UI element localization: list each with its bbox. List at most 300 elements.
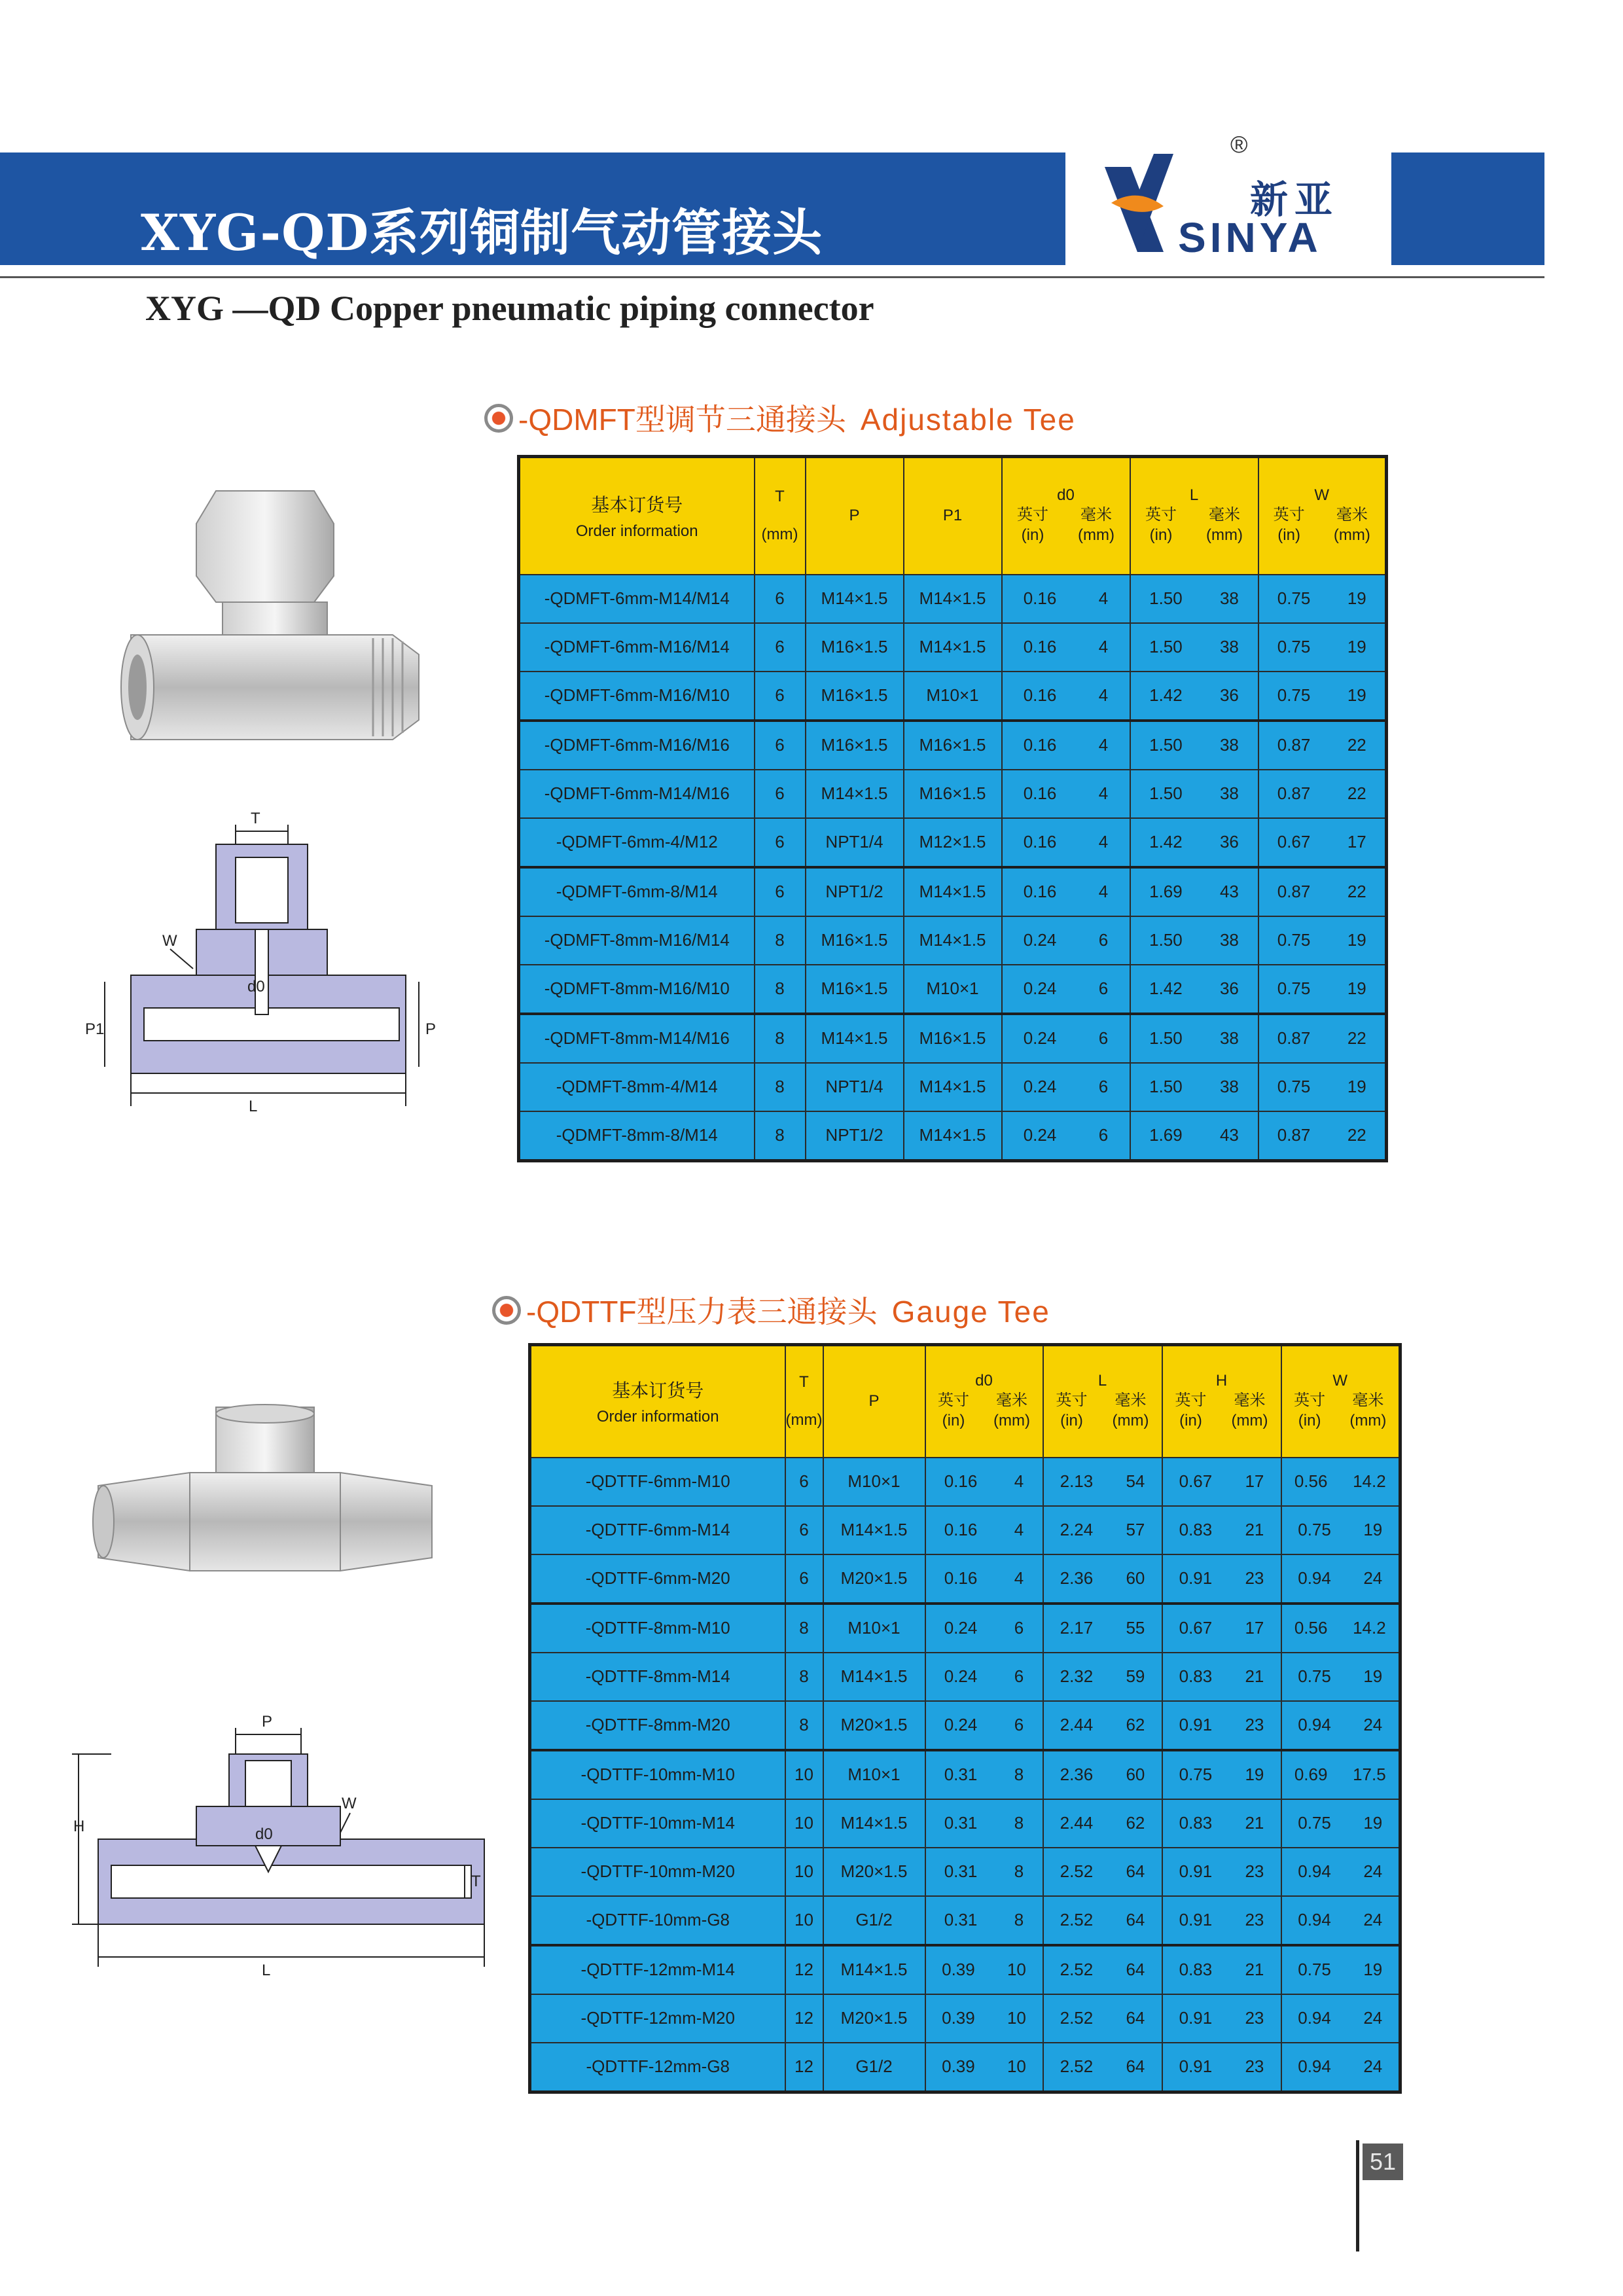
value-mm: 36: [1219, 978, 1239, 998]
value-mm: 6: [1098, 1125, 1109, 1145]
dimension-cell: [1258, 1014, 1387, 1063]
value-mm: 62: [1126, 1813, 1145, 1833]
value-mm: 21: [1245, 1666, 1264, 1686]
section-heading-en: Gauge Tee: [891, 1295, 1050, 1329]
value-mm: 24: [1363, 1568, 1383, 1588]
table-cell: 8: [755, 1063, 806, 1111]
value-inch: 0.83: [1179, 1666, 1213, 1686]
value-mm: 19: [1245, 1765, 1264, 1784]
table-cell: M16×1.5: [904, 721, 1002, 770]
value-mm: 59: [1126, 1666, 1145, 1686]
table-cell: 8: [785, 1604, 823, 1653]
value-mm: 6: [1098, 1077, 1109, 1096]
value-inch: 0.16: [1023, 735, 1057, 755]
table-cell: 6: [755, 867, 806, 916]
value-inch: 1.42: [1149, 832, 1183, 852]
value-inch: 1.42: [1149, 685, 1183, 705]
table-cell: M16×1.5: [806, 672, 904, 721]
order-code-cell: -QDTTF-12mm-M14: [530, 1945, 785, 1994]
table-row: [519, 770, 1387, 818]
page-number-bar: [1356, 2140, 1359, 2251]
dimension-cell: [1258, 916, 1387, 965]
order-code-cell: -QDTTF-6mm-M14: [530, 1506, 785, 1554]
dimension-cell: [925, 1750, 1043, 1799]
table-row: [519, 623, 1387, 672]
drawing-label-d0: d0: [255, 1825, 273, 1843]
brand-name-en: SINYA: [1178, 214, 1322, 261]
value-inch: 2.52: [1060, 2008, 1094, 2028]
value-inch: 0.75: [1277, 685, 1311, 705]
adjustable-tee-drawing: [85, 812, 452, 1126]
gauge-tee-drawing: [59, 1713, 481, 1979]
table-cell: 6: [785, 1506, 823, 1554]
dimension-cell: [1162, 1701, 1281, 1750]
order-code-cell: -QDTTF-8mm-M20: [530, 1701, 785, 1750]
dimension-cell: [1281, 1701, 1400, 1750]
value-inch: 0.91: [1179, 1861, 1213, 1881]
header-divider: [0, 276, 1544, 278]
value-mm: 6: [1098, 930, 1109, 950]
table-cell: M16×1.5: [806, 721, 904, 770]
dimension-cell: [1258, 623, 1387, 672]
col-header-l: L 英寸 (in) 毫米 (mm): [1043, 1345, 1162, 1458]
dimension-cell: [1002, 575, 1130, 623]
order-code-cell: -QDMFT-8mm-8/M14: [519, 1111, 755, 1161]
drawing-label-h: H: [73, 1818, 85, 1835]
value-mm: 4: [1098, 637, 1109, 656]
order-code-cell: -QDMFT-8mm-M16/M14: [519, 916, 755, 965]
value-inch: 2.36: [1060, 1765, 1094, 1784]
value-inch: 0.31: [944, 1765, 978, 1784]
bullet-icon: [492, 1296, 521, 1325]
dimension-cell: [1043, 1653, 1162, 1701]
dimension-cell: [1162, 1994, 1281, 2043]
section-heading-adjustable-tee: [484, 396, 1076, 439]
sinya-logo-icon: [1092, 141, 1177, 265]
value-mm: 23: [1245, 1568, 1264, 1588]
value-mm: 43: [1219, 1125, 1239, 1145]
value-mm: 38: [1219, 1028, 1239, 1048]
table-row: [530, 1458, 1400, 1506]
value-mm: 38: [1219, 588, 1239, 608]
value-mm: 17.5: [1353, 1765, 1386, 1784]
value-mm: 55: [1126, 1618, 1145, 1638]
table-cell: M14×1.5: [806, 770, 904, 818]
page-title: XYG-QD系列铜制气动管接头: [141, 204, 823, 262]
value-mm: 4: [1014, 1568, 1024, 1588]
value-inch: 2.52: [1060, 2056, 1094, 2076]
dimension-cell: [1162, 1554, 1281, 1604]
value-inch: 1.50: [1149, 1028, 1183, 1048]
dimension-cell: [1130, 965, 1258, 1014]
value-inch: 0.24: [1023, 930, 1057, 950]
value-mm: 17: [1245, 1618, 1264, 1638]
value-inch: 2.44: [1060, 1813, 1094, 1833]
dimension-cell: [1258, 672, 1387, 721]
dimension-cell: [1281, 1750, 1400, 1799]
order-code-cell: -QDTTF-6mm-M10: [530, 1458, 785, 1506]
order-code-cell: -QDTTF-8mm-M10: [530, 1604, 785, 1653]
dimension-cell: [1043, 1750, 1162, 1799]
value-mm: 23: [1245, 1715, 1264, 1734]
dimension-cell: [1043, 1848, 1162, 1896]
order-code-cell: -QDMFT-6mm-M16/M14: [519, 623, 755, 672]
col-header-t: T (mm): [755, 457, 806, 575]
drawing-label-p1: P1: [85, 1020, 105, 1038]
dimension-cell: [1162, 1945, 1281, 1994]
value-inch: 0.91: [1179, 2008, 1213, 2028]
dimension-cell: [925, 2043, 1043, 2092]
drawing-label-l: L: [249, 1098, 258, 1115]
dimension-cell: [1043, 1994, 1162, 2043]
value-inch: 2.36: [1060, 1568, 1094, 1588]
value-mm: 36: [1219, 832, 1239, 852]
value-mm: 64: [1126, 2008, 1145, 2028]
value-inch: 1.50: [1149, 1077, 1183, 1096]
table-cell: M16×1.5: [806, 623, 904, 672]
value-inch: 0.87: [1277, 783, 1311, 803]
value-inch: 0.75: [1298, 1666, 1331, 1686]
dimension-cell: [1258, 770, 1387, 818]
table-cell: 8: [755, 916, 806, 965]
value-inch: 0.24: [1023, 978, 1057, 998]
dimension-cell: [1002, 770, 1130, 818]
dimension-cell: [1043, 1799, 1162, 1848]
dimension-cell: [1162, 1896, 1281, 1945]
table-cell: 6: [785, 1458, 823, 1506]
value-inch: 0.31: [944, 1813, 978, 1833]
value-mm: 64: [1126, 1910, 1145, 1929]
table-cell: M16×1.5: [806, 916, 904, 965]
table-cell: 10: [785, 1799, 823, 1848]
table-cell: M16×1.5: [806, 965, 904, 1014]
table-cell: M14×1.5: [823, 1799, 925, 1848]
value-inch: 0.16: [1023, 882, 1057, 901]
drawing-label-w: W: [162, 932, 177, 950]
value-mm: 10: [1007, 2056, 1026, 2076]
value-inch: 0.75: [1298, 1520, 1331, 1539]
value-inch: 0.83: [1179, 1813, 1213, 1833]
value-inch: 0.24: [1023, 1077, 1057, 1096]
value-mm: 62: [1126, 1715, 1145, 1734]
value-mm: 57: [1126, 1520, 1145, 1539]
value-mm: 6: [1014, 1618, 1024, 1638]
order-code-cell: -QDMFT-6mm-4/M12: [519, 818, 755, 867]
value-inch: 0.87: [1277, 1028, 1311, 1048]
dimension-cell: [1043, 1604, 1162, 1653]
value-inch: 0.67: [1179, 1618, 1213, 1638]
value-inch: 0.67: [1179, 1471, 1213, 1491]
table-cell: M14×1.5: [823, 1506, 925, 1554]
value-inch: 0.91: [1179, 2056, 1213, 2076]
value-mm: 19: [1363, 1813, 1383, 1833]
dimension-cell: [1130, 867, 1258, 916]
table-cell: 12: [785, 2043, 823, 2092]
value-mm: 24: [1363, 1910, 1383, 1929]
dimension-cell: [1281, 1506, 1400, 1554]
dimension-cell: [925, 1604, 1043, 1653]
table-cell: M12×1.5: [904, 818, 1002, 867]
value-inch: 0.87: [1277, 1125, 1311, 1145]
gauge-tee-photo: [92, 1401, 445, 1610]
col-header-d0: d0 英寸 (in) 毫米 (mm): [925, 1345, 1043, 1458]
dimension-cell: [925, 1799, 1043, 1848]
dimension-cell: [925, 1554, 1043, 1604]
col-header-p: P: [823, 1345, 925, 1458]
table-row: [519, 721, 1387, 770]
value-mm: 8: [1014, 1813, 1024, 1833]
value-inch: 0.24: [1023, 1028, 1057, 1048]
value-inch: 0.56: [1294, 1618, 1328, 1638]
table-row: [530, 1604, 1400, 1653]
value-mm: 38: [1219, 1077, 1239, 1096]
dimension-cell: [1130, 1063, 1258, 1111]
col-header-h: H 英寸 (in) 毫米 (mm): [1162, 1345, 1281, 1458]
dimension-cell: [1281, 2043, 1400, 2092]
registered-mark: ®: [1230, 131, 1248, 158]
drawing-label-t: T: [251, 810, 260, 827]
page-number: 51: [1363, 2144, 1403, 2180]
value-inch: 2.52: [1060, 1910, 1094, 1929]
value-inch: 0.24: [944, 1666, 978, 1686]
dimension-cell: [1162, 1458, 1281, 1506]
table-cell: 10: [785, 1848, 823, 1896]
value-inch: 0.94: [1298, 1910, 1331, 1929]
dimension-cell: [1043, 1554, 1162, 1604]
table-cell: 8: [755, 965, 806, 1014]
table-cell: M14×1.5: [904, 623, 1002, 672]
bullet-icon: [484, 404, 513, 433]
order-code-cell: -QDMFT-6mm-8/M14: [519, 867, 755, 916]
drawing-label-d0: d0: [247, 978, 265, 996]
table-cell: M14×1.5: [904, 867, 1002, 916]
col-header-order: 基本订货号 Order information: [519, 457, 755, 575]
table-cell: M14×1.5: [904, 1111, 1002, 1161]
value-mm: 36: [1219, 685, 1239, 705]
value-mm: 22: [1347, 882, 1366, 901]
dimension-cell: [1162, 1653, 1281, 1701]
table-row: [519, 818, 1387, 867]
dimension-cell: [925, 1994, 1043, 2043]
value-inch: 0.94: [1298, 2008, 1331, 2028]
value-mm: 19: [1363, 1666, 1383, 1686]
value-mm: 24: [1363, 1861, 1383, 1881]
value-inch: 1.50: [1149, 783, 1183, 803]
table-cell: 6: [755, 575, 806, 623]
order-code-cell: -QDMFT-6mm-M14/M16: [519, 770, 755, 818]
value-mm: 21: [1245, 1813, 1264, 1833]
adjustable-tee-photo: [118, 478, 432, 766]
value-mm: 6: [1014, 1715, 1024, 1734]
table-cell: 6: [755, 818, 806, 867]
value-mm: 8: [1014, 1910, 1024, 1929]
col-header-p: P: [806, 457, 904, 575]
value-inch: 2.32: [1060, 1666, 1094, 1686]
dimension-cell: [1281, 1799, 1400, 1848]
value-inch: 0.16: [944, 1568, 978, 1588]
value-mm: 4: [1098, 588, 1109, 608]
value-mm: 19: [1347, 588, 1366, 608]
table-row: [530, 1848, 1400, 1896]
table-row: [530, 1653, 1400, 1701]
dimension-cell: [1258, 965, 1387, 1014]
spec-table-adjustable-tee: [517, 455, 1388, 1162]
dimension-cell: [1281, 1848, 1400, 1896]
value-mm: 8: [1014, 1861, 1024, 1881]
value-mm: 64: [1126, 1960, 1145, 1979]
table-row: [530, 1506, 1400, 1554]
dimension-cell: [925, 1506, 1043, 1554]
value-mm: 6: [1098, 1028, 1109, 1048]
table-row: [519, 965, 1387, 1014]
value-inch: 0.31: [944, 1861, 978, 1881]
dimension-cell: [1130, 916, 1258, 965]
table-cell: NPT1/4: [806, 818, 904, 867]
value-mm: 4: [1098, 685, 1109, 705]
value-inch: 0.24: [944, 1715, 978, 1734]
table-cell: 6: [785, 1554, 823, 1604]
value-inch: 0.94: [1298, 1715, 1331, 1734]
table-cell: M14×1.5: [904, 575, 1002, 623]
value-inch: 0.75: [1277, 978, 1311, 998]
table-cell: M14×1.5: [806, 575, 904, 623]
dimension-cell: [1130, 721, 1258, 770]
value-mm: 8: [1014, 1765, 1024, 1784]
table-row: [519, 1063, 1387, 1111]
value-inch: 0.75: [1277, 637, 1311, 656]
value-inch: 0.16: [944, 1520, 978, 1539]
table-cell: M10×1: [823, 1458, 925, 1506]
value-inch: 2.13: [1060, 1471, 1094, 1491]
dimension-cell: [1281, 1994, 1400, 2043]
table-row: [530, 1701, 1400, 1750]
value-mm: 6: [1014, 1666, 1024, 1686]
section-heading-cn: -QDTTF型压力表三通接头: [526, 1295, 878, 1329]
value-mm: 43: [1219, 882, 1239, 901]
page-subtitle: XYG —QD Copper pneumatic piping connector: [145, 289, 874, 328]
value-inch: 0.39: [942, 2056, 975, 2076]
value-inch: 0.91: [1179, 1568, 1213, 1588]
dimension-cell: [1002, 916, 1130, 965]
value-inch: 0.75: [1298, 1813, 1331, 1833]
col-header-d0: d0 英寸 (in) 毫米 (mm): [1002, 457, 1130, 575]
value-mm: 17: [1347, 832, 1366, 852]
value-inch: 0.87: [1277, 882, 1311, 901]
order-code-cell: -QDTTF-12mm-G8: [530, 2043, 785, 2092]
dimension-cell: [925, 1848, 1043, 1896]
table-cell: NPT1/2: [806, 1111, 904, 1161]
table-cell: 6: [755, 721, 806, 770]
value-mm: 4: [1098, 783, 1109, 803]
table-cell: 12: [785, 1994, 823, 2043]
value-inch: 0.31: [944, 1910, 978, 1929]
dimension-cell: [1002, 721, 1130, 770]
table-cell: NPT1/4: [806, 1063, 904, 1111]
order-code-cell: -QDTTF-10mm-M20: [530, 1848, 785, 1896]
dimension-cell: [1162, 2043, 1281, 2092]
dimension-cell: [1130, 1111, 1258, 1161]
drawing-label-l: L: [262, 1962, 271, 1979]
value-inch: 0.94: [1298, 2056, 1331, 2076]
order-code-cell: -QDTTF-10mm-G8: [530, 1896, 785, 1945]
dimension-cell: [1162, 1604, 1281, 1653]
value-mm: 4: [1098, 832, 1109, 852]
value-mm: 19: [1347, 1077, 1366, 1096]
table-cell: 8: [785, 1701, 823, 1750]
value-mm: 10: [1007, 2008, 1026, 2028]
value-mm: 19: [1347, 637, 1366, 656]
table-row: [519, 1014, 1387, 1063]
value-inch: 0.87: [1277, 735, 1311, 755]
dimension-cell: [1258, 575, 1387, 623]
value-mm: 23: [1245, 1910, 1264, 1929]
table-cell: M14×1.5: [823, 1653, 925, 1701]
dimension-cell: [1043, 1945, 1162, 1994]
dimension-cell: [1281, 1896, 1400, 1945]
table-cell: M14×1.5: [823, 1945, 925, 1994]
table-row: [530, 1994, 1400, 2043]
value-inch: 1.69: [1149, 882, 1183, 901]
value-mm: 23: [1245, 2056, 1264, 2076]
table-cell: 6: [755, 623, 806, 672]
value-mm: 60: [1126, 1568, 1145, 1588]
dimension-cell: [1130, 623, 1258, 672]
dimension-cell: [925, 1458, 1043, 1506]
col-header-p1: P1: [904, 457, 1002, 575]
value-inch: 0.83: [1179, 1960, 1213, 1979]
col-header-l: L 英寸 (in) 毫米 (mm): [1130, 457, 1258, 575]
drawing-label-p: P: [262, 1713, 273, 1731]
order-code-cell: -QDTTF-8mm-M14: [530, 1653, 785, 1701]
value-mm: 38: [1219, 930, 1239, 950]
value-inch: 2.24: [1060, 1520, 1094, 1539]
col-header-w: W 英寸 (in) 毫米 (mm): [1258, 457, 1387, 575]
dimension-cell: [1258, 818, 1387, 867]
table-row: [530, 2043, 1400, 2092]
value-inch: 0.24: [944, 1618, 978, 1638]
value-mm: 4: [1014, 1471, 1024, 1491]
dimension-cell: [1002, 965, 1130, 1014]
table-cell: 10: [785, 1750, 823, 1799]
dimension-cell: [1162, 1506, 1281, 1554]
dimension-cell: [1002, 672, 1130, 721]
value-inch: 0.69: [1294, 1765, 1328, 1784]
value-inch: 0.16: [1023, 588, 1057, 608]
value-mm: 14.2: [1353, 1618, 1386, 1638]
dimension-cell: [1281, 1554, 1400, 1604]
dimension-cell: [1043, 1458, 1162, 1506]
value-mm: 4: [1098, 735, 1109, 755]
value-mm: 22: [1347, 735, 1366, 755]
value-inch: 0.75: [1277, 1077, 1311, 1096]
dimension-cell: [925, 1653, 1043, 1701]
value-inch: 1.50: [1149, 735, 1183, 755]
drawing-label-w: W: [342, 1795, 357, 1812]
dimension-cell: [1258, 721, 1387, 770]
table-row: [530, 1750, 1400, 1799]
table-cell: M20×1.5: [823, 1554, 925, 1604]
table-cell: M16×1.5: [904, 770, 1002, 818]
table-cell: 12: [785, 1945, 823, 1994]
value-inch: 0.75: [1179, 1765, 1213, 1784]
value-inch: 2.52: [1060, 1960, 1094, 1979]
order-code-cell: -QDTTF-6mm-M20: [530, 1554, 785, 1604]
spec-table-gauge-tee: [528, 1343, 1402, 2094]
col-header-w: W 英寸 (in) 毫米 (mm): [1281, 1345, 1400, 1458]
dimension-cell: [1002, 1063, 1130, 1111]
col-header-order: 基本订货号 Order information: [530, 1345, 785, 1458]
value-mm: 24: [1363, 2008, 1383, 2028]
